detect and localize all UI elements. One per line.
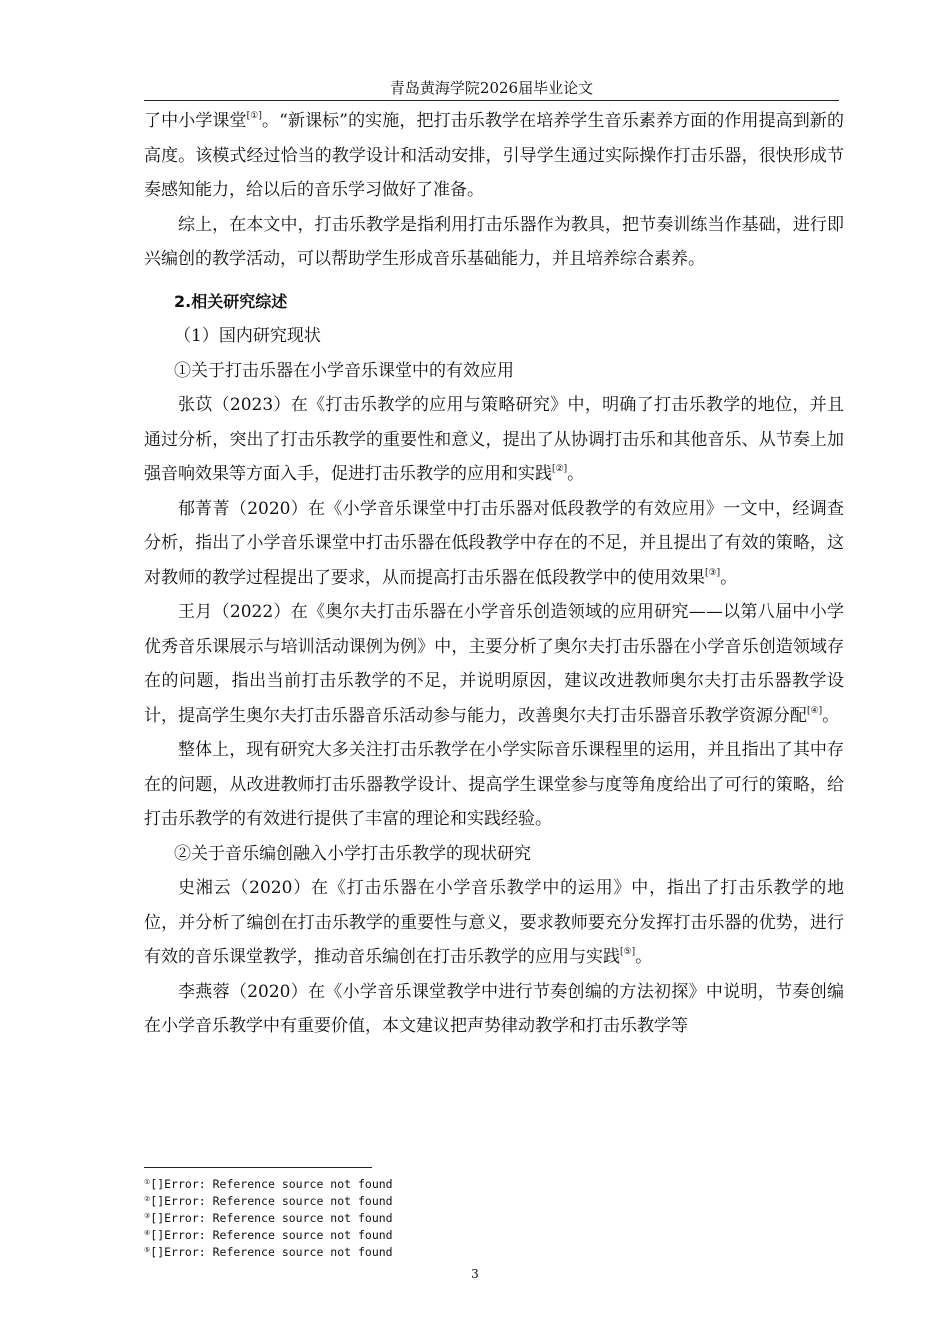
subsection-heading: （1）国内研究现状 — [174, 326, 321, 346]
footnote-mark: ① — [144, 1178, 151, 1186]
footnote-mark: ⑤ — [144, 1246, 151, 1254]
paragraph: 整体上，现有研究大多关注打击乐教学在小学实际音乐课程里的运用，并且指出了其中存在的问题，从改进教师打击乐器教学设计、提高学生课堂参与度等角度给出了可行的策略，给打击乐教学的有效进行提供了丰富的理论和实践经验。 — [144, 740, 844, 829]
page-number: 3 — [471, 1267, 479, 1281]
paragraph: 了中小学课堂[①]。“新课标”的实施，把打击乐教学在培养学生音乐素养方面的作用提高到新的高度。该模式经过恰当的教学设计和活动安排，引导学生通过实际操作打击乐器，很快形成节奏感知能力，给以后的音乐学习做好了准备。 — [144, 111, 845, 200]
footnote-mark: ③ — [144, 1212, 151, 1220]
page-header: 青岛黄海学院2026届毕业论文 — [389, 79, 594, 97]
paragraph: 郁菁菁（2020）在《小学音乐课堂中打击乐器对低段教学的有效应用》一文中，经调查分析，指出了小学音乐课堂中打击乐器在低段教学中存在的不足，并且提出了有效的策略，这对教师的教学过程提出了要求，从而提高打击乐器在低段教学中的使用效果[③]。 — [144, 498, 844, 588]
footnote — [144, 1244, 393, 1261]
section-heading: 2.相关研究综述 — [174, 291, 288, 311]
footnote — [144, 1176, 393, 1193]
paragraph: 张苡（2023）在《打击乐教学的应用与策略研究》中，明确了打击乐教学的地位，并且通过分析，突出了打击乐教学的重要性和意义，提出了从协调打击乐和其他音乐、从节奏上加强音响效果等方面入手，促进打击乐教学的应用和实践[②]。 — [144, 395, 844, 484]
citation-marker[interactable]: [①] — [246, 111, 262, 121]
paragraph: 王月（2022）在《奥尔夫打击乐器在小学音乐创造领域的应用研究——以第八届中小学优秀音乐课展示与培训活动课例为例》中，主要分析了奥尔夫打击乐器在小学音乐创造领域存在的问题，指出当前打击乐教学的不足，并说明原因，建议改进教师奥尔夫打击乐器教学设计，提高学生奥尔夫打击乐器音乐活动参与能力，改善奥尔夫打击乐器音乐教学资源分配[④]。 — [144, 602, 844, 726]
paragraph: 李燕蓉（2020）在《小学音乐课堂教学中进行节奏创编的方法初探》中说明，节奏创编在小学音乐教学中有重要价值，本文建议把声势律动教学和打击乐教学等 — [144, 981, 844, 1036]
header-divider — [144, 100, 839, 101]
paragraph: 史湘云（2020）在《打击乐器在小学音乐教学中的运用》中，指出了打击乐教学的地位，并分析了编创在打击乐教学的重要性与意义，要求教师要充分发挥打击乐器的优势，进行有效的音乐课堂教学，推动音乐编创在打击乐教学的应用与实践[⑤]。 — [144, 878, 844, 967]
footnote-text: []Error: Reference source not found — [150, 1211, 393, 1225]
footnote-mark: ② — [144, 1195, 151, 1203]
footnote — [144, 1227, 393, 1244]
footnotes — [144, 1176, 393, 1261]
footnote-text: []Error: Reference source not found — [150, 1245, 393, 1259]
paragraph: 综上，在本文中，打击乐教学是指利用打击乐器作为教具，把节奏训练当作基础，进行即兴编创的教学活动，可以帮助学生形成音乐基础能力，并且培养综合素养。 — [144, 214, 844, 269]
citation-marker[interactable]: [②] — [552, 464, 568, 474]
footnote — [144, 1210, 393, 1227]
footnote-divider — [144, 1167, 372, 1168]
citation-marker[interactable]: [④] — [807, 705, 823, 716]
topic-heading: ②关于音乐编创融入小学打击乐教学的现状研究 — [174, 843, 531, 864]
citation-marker[interactable]: [③] — [705, 567, 721, 578]
citation-marker[interactable]: [⑤] — [620, 947, 636, 957]
topic-heading: ①关于打击乐器在小学音乐课堂中的有效应用 — [174, 360, 514, 381]
footnote-text: []Error: Reference source not found — [150, 1177, 393, 1191]
document-body — [144, 104, 844, 1044]
footnote-text: []Error: Reference source not found — [150, 1228, 393, 1242]
footnote-mark: ④ — [144, 1229, 151, 1237]
footnote — [144, 1193, 393, 1210]
footnote-text: []Error: Reference source not found — [150, 1194, 393, 1208]
